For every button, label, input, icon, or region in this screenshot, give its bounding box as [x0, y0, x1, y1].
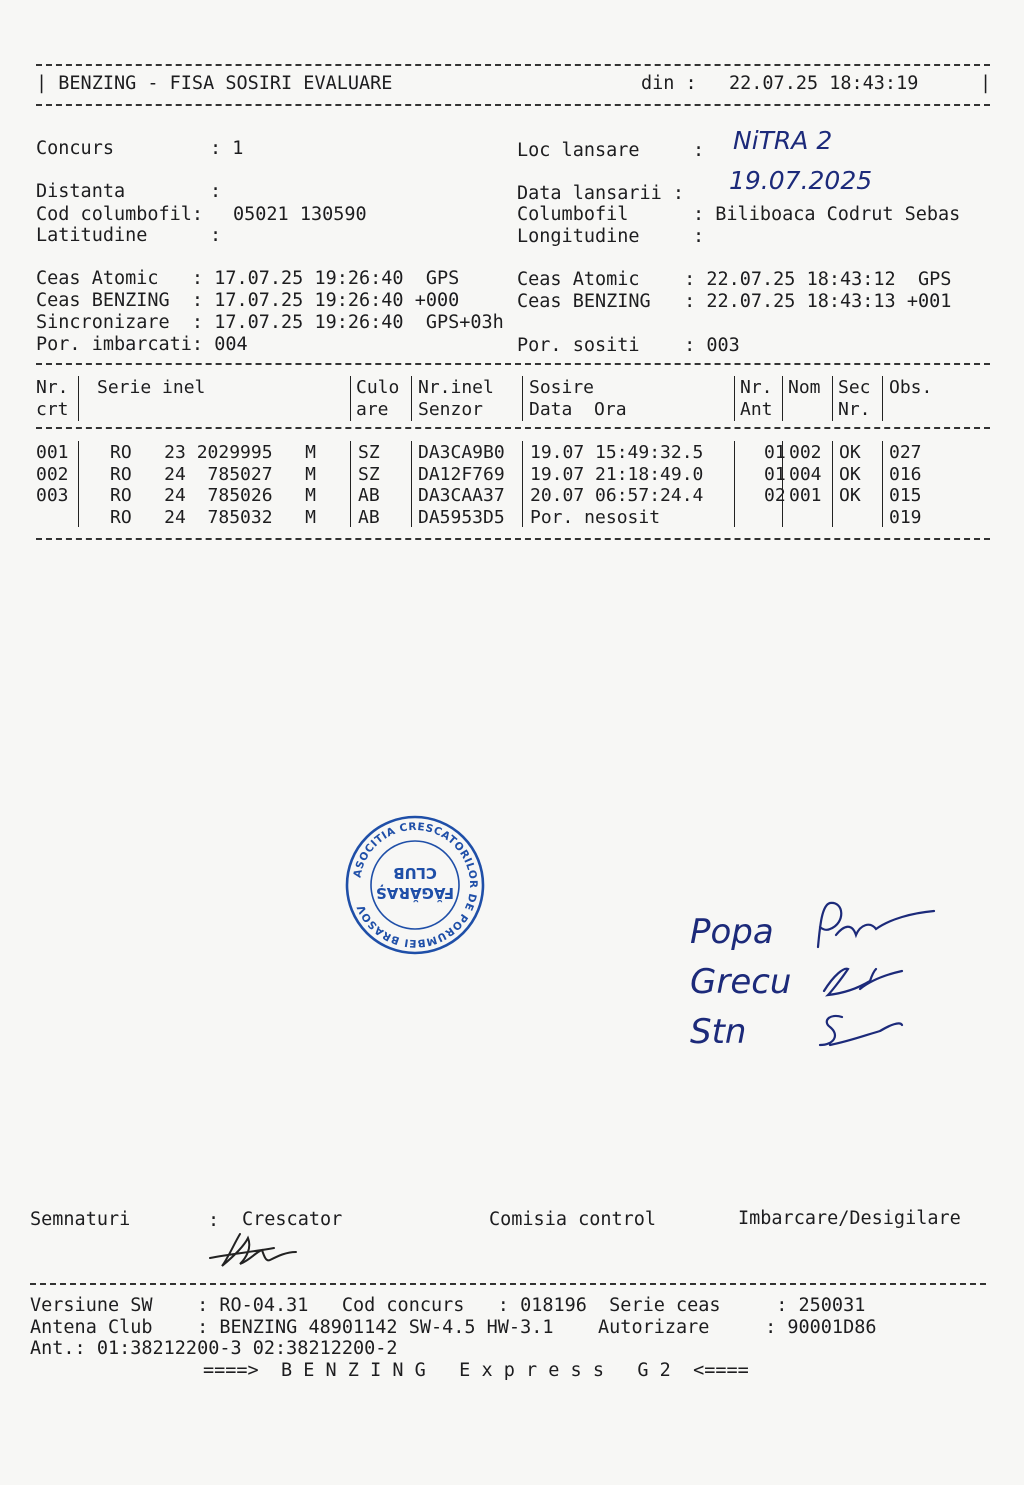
cell-senzor: DA3CA9B0 [418, 442, 505, 463]
por-imbarcati: Por. imbarcati: 004 [36, 334, 248, 355]
v-rule [782, 376, 783, 421]
longitudine-colon: : [693, 226, 705, 247]
cell-obs: 019 [889, 506, 922, 528]
v-rule [734, 376, 735, 421]
cell-antena: 01 [764, 463, 786, 485]
col-culoare-header-1: Culo [356, 377, 400, 398]
distanta-label: Distanta [36, 181, 126, 202]
v-rule [78, 441, 79, 527]
v-rule [411, 441, 412, 527]
v-rule [522, 376, 523, 421]
cell-sosire: 19.07 15:49:32.5 [530, 442, 704, 463]
cod-columbofil-value: 05021 130590 [233, 204, 367, 225]
concurs-value: : 1 [210, 138, 244, 159]
din-value: 22.07.25 18:43:19 [729, 73, 919, 94]
cell-sec: OK [839, 463, 861, 485]
cell-antena: 02 [764, 485, 786, 506]
ceas-atomic-end: Ceas Atomic : 22.07.25 18:43:12 GPS [517, 269, 952, 290]
ceas-benzing-end: Ceas BENZING : 22.07.25 18:43:13 +001 [517, 291, 952, 312]
stamp-line-2: CLUB [393, 864, 437, 882]
comisia-control-label: Comisia control [489, 1209, 657, 1230]
loc-lansare-handwritten: NiTRA 2 [733, 126, 833, 155]
v-rule [411, 376, 412, 421]
table-top-dashed-rule [36, 363, 990, 365]
cell-nr: 002 [36, 463, 69, 485]
crescator-signature [200, 1222, 310, 1272]
distanta-colon: : [210, 181, 222, 202]
columbofil-label: Columbofil [517, 204, 629, 225]
cod-columbofil-label: Cod columbofil: [36, 204, 204, 225]
col-sec-header-1: Sec [838, 377, 871, 398]
commission-name-1: Popa [690, 912, 774, 952]
loc-lansare-colon: : [693, 140, 705, 161]
col-ant-header-2: Ant [740, 399, 773, 420]
cell-culoare: AB [358, 506, 380, 528]
v-rule [882, 441, 883, 527]
por-sositi: Por. sositi : 003 [517, 335, 740, 356]
commission-name-3: Stn [690, 1012, 747, 1052]
footer-dashed-rule [30, 1283, 986, 1285]
cell-culoare: AB [358, 485, 380, 506]
longitudine-label: Longitudine [517, 226, 640, 247]
cell-sec: OK [839, 442, 861, 463]
cell-nom: 002 [789, 442, 822, 463]
data-lansarii-handwritten: 19.07.2025 [729, 166, 873, 195]
cell-antena: 01 [764, 442, 786, 463]
cell-sosire: 20.07 06:57:24.4 [530, 485, 704, 506]
cell-culoare: SZ [358, 463, 380, 485]
cell-senzor: DA5953D5 [418, 506, 505, 528]
cell-obs: 027 [889, 442, 922, 463]
table-header-dashed-rule [36, 427, 990, 429]
v-rule [734, 441, 735, 527]
din-label: din : [641, 73, 697, 94]
header-dashed-rule [36, 104, 990, 106]
commission-signature-marks [800, 895, 950, 1055]
col-sec-header-2: Nr. [838, 399, 871, 420]
v-rule [78, 376, 79, 421]
cell-obs: 016 [889, 463, 922, 485]
latitudine-colon: : [210, 225, 222, 246]
report-title: | BENZING - FISA SOSIRI EVALUARE [36, 73, 393, 94]
col-obs-header: Obs. [889, 377, 933, 398]
antena-club-line: Antena Club : BENZING 48901142 SW-4.5 HW-3.1 Autorizare : 90001D86 [30, 1317, 877, 1338]
cell-nr: 001 [36, 442, 69, 463]
cell-sosire: Por. nesosit [530, 506, 661, 528]
cell-culoare: SZ [358, 442, 380, 463]
stamp-line-1: FĂGĂRAȘ [375, 884, 455, 902]
v-rule [832, 441, 833, 527]
cell-serie-inel: RO 23 2029995 M [110, 442, 316, 463]
col-nr-header-1: Nr. [36, 377, 69, 398]
v-rule [522, 441, 523, 527]
table-bottom-dashed-rule [36, 538, 990, 540]
semnaturi-label: Semnaturi [30, 1209, 131, 1230]
cell-senzor: DA12F769 [418, 463, 505, 485]
columbofil-value: : Biliboaca Codrut Sebas [693, 204, 961, 225]
col-culoare-header-2: are [356, 399, 389, 420]
ceas-atomic-start: Ceas Atomic : 17.07.25 19:26:40 GPS [36, 268, 460, 289]
cell-serie-inel: RO 24 785027 M [110, 463, 316, 485]
cell-serie-inel: RO 24 785026 M [110, 485, 316, 506]
col-nr-header-2: crt [36, 399, 69, 420]
cell-sosire: 19.07 21:18:49.0 [530, 463, 704, 485]
cell-senzor: DA3CAA37 [418, 485, 505, 506]
col-nrinel-header-1: Nr.inel [418, 377, 494, 398]
cell-nr: 003 [36, 485, 69, 506]
v-rule [350, 441, 351, 527]
ceas-benzing-start: Ceas BENZING : 17.07.25 19:26:40 +000 [36, 290, 460, 311]
cell-obs: 015 [889, 485, 922, 506]
antenna-ids-line: Ant.: 01:38212200-3 02:38212200-2 [30, 1338, 398, 1359]
cell-sec: OK [839, 485, 861, 506]
col-nrinel-header-2: Senzor [418, 399, 484, 420]
v-rule [882, 376, 883, 421]
cell-nom: 001 [789, 485, 822, 506]
v-rule [832, 376, 833, 421]
sincronizare: Sincronizare : 17.07.25 19:26:40 GPS+03h [36, 312, 504, 333]
latitudine-label: Latitudine [36, 225, 148, 246]
benzing-express-banner: ====> B E N Z I N G E x p r e s s G 2 <==== [203, 1360, 749, 1381]
versiune-sw-line: Versiune SW : RO-04.31 Cod concurs : 018196 Serie ceas : 250031 [30, 1295, 866, 1316]
data-lansarii-label: Data lansarii : [517, 183, 685, 204]
v-rule [350, 376, 351, 421]
cell-serie-inel: RO 24 785032 M [110, 506, 316, 528]
top-dashed-rule [36, 64, 990, 66]
imbarcare-desigilare-label: Imbarcare/Desigilare [738, 1208, 961, 1229]
club-stamp [340, 810, 490, 960]
col-nom-header: Nom [788, 377, 821, 398]
concurs-label: Concurs [36, 138, 114, 159]
stamp-outer-text: ASOCITIA CRESCATORILOR DE PORUMBEI BRASOV [351, 820, 480, 950]
cell-nom: 004 [789, 463, 822, 485]
col-sosire-header-2: Data Ora [529, 399, 627, 420]
commission-name-2: Grecu [690, 962, 792, 1002]
col-serie-header: Serie inel [97, 377, 206, 398]
col-sosire-header-1: Sosire [529, 377, 595, 398]
semnaturi-colon: : [208, 1210, 220, 1231]
header-end-bar: | [980, 73, 992, 94]
col-ant-header-1: Nr. [740, 377, 773, 398]
loc-lansare-label: Loc lansare [517, 140, 640, 161]
crescator-label: Crescator [242, 1209, 343, 1230]
